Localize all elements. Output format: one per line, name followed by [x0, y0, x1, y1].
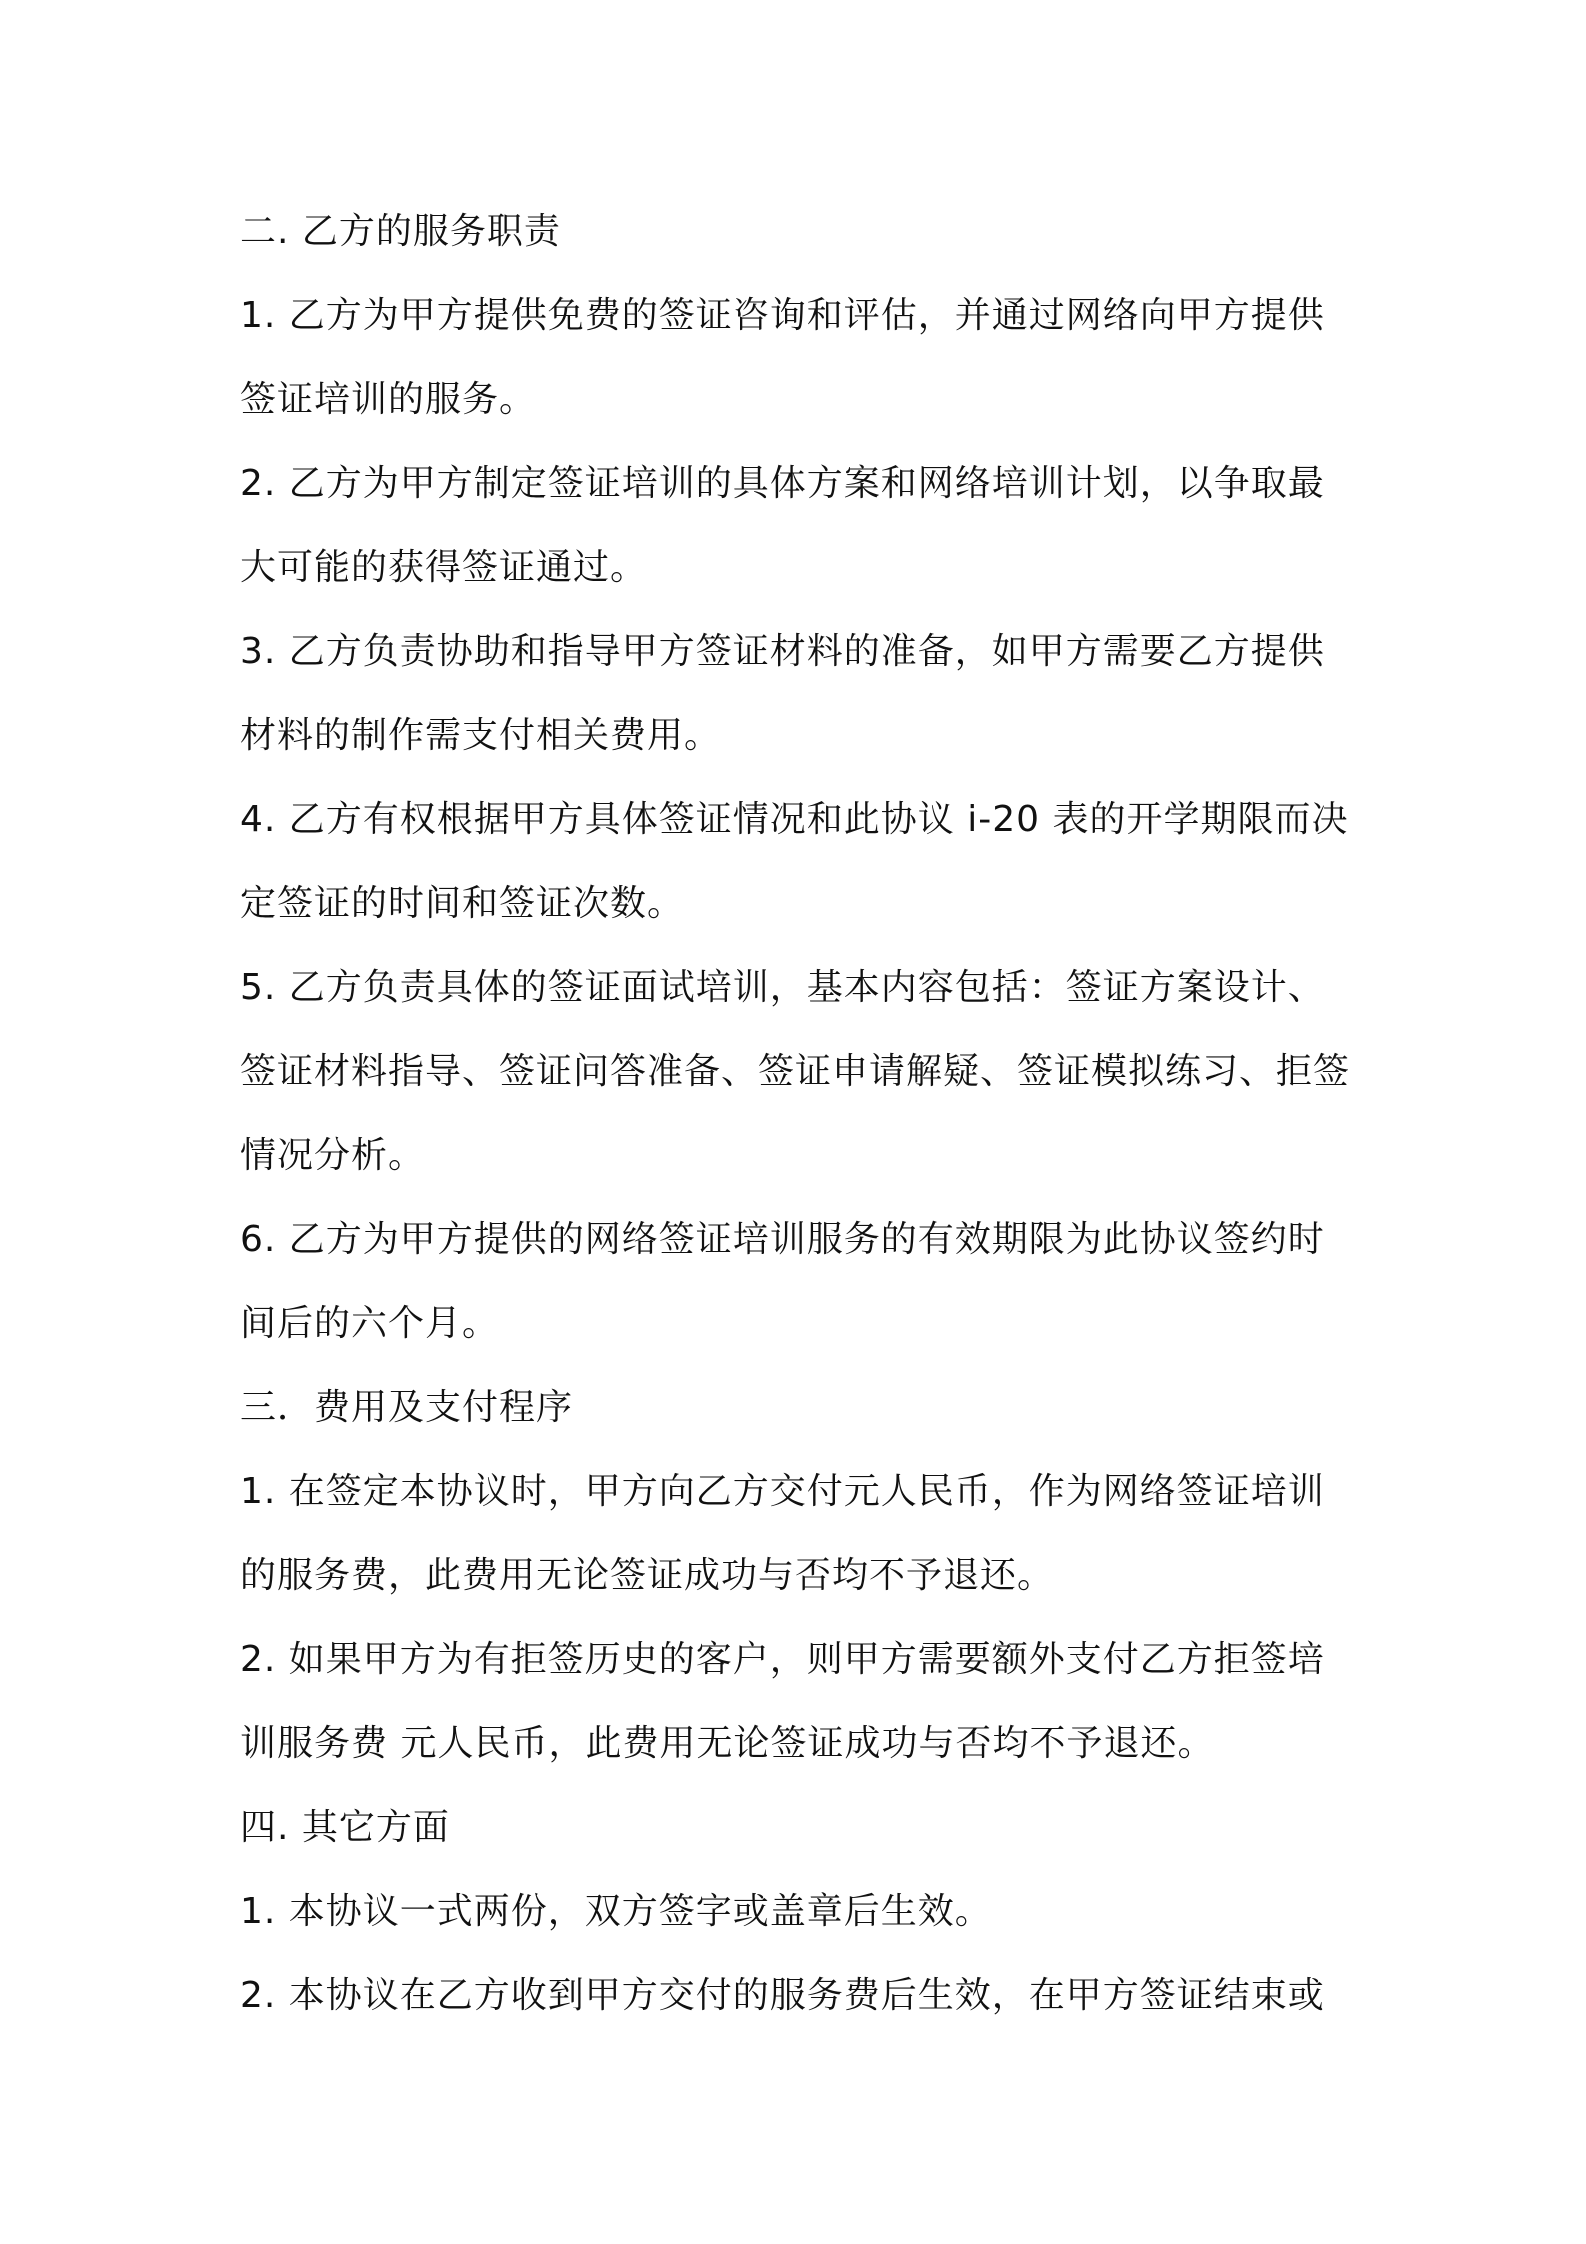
paragraph-line: 训服务费 元人民币，此费用无论签证成功与否均不予退还。 — [240, 1723, 1215, 1764]
section-heading-4: 四. 其它方面 — [240, 1807, 450, 1848]
paragraph-line: 3. 乙方负责协助和指导甲方签证材料的准备，如甲方需要乙方提供 — [240, 631, 1325, 672]
paragraph-line: 情况分析。 — [240, 1135, 426, 1176]
paragraph-line: 大可能的获得签证通过。 — [240, 547, 648, 588]
document-page — [240, 190, 1360, 2038]
section-heading-2: 二. 乙方的服务职责 — [240, 211, 561, 252]
paragraph-line: 签证材料指导、签证问答准备、签证申请解疑、签证模拟练习、拒签 — [240, 1051, 1351, 1092]
paragraph-line: 5. 乙方负责具体的签证面试培训，基本内容包括：签证方案设计、 — [240, 967, 1325, 1008]
paragraph-line: 签证培训的服务。 — [240, 379, 537, 420]
paragraph-line: 材料的制作需支付相关费用。 — [240, 715, 722, 756]
paragraph-line: 2. 乙方为甲方制定签证培训的具体方案和网络培训计划，以争取最 — [240, 463, 1325, 504]
section-heading-3: 三．费用及支付程序 — [240, 1387, 574, 1428]
paragraph-line: 的服务费，此费用无论签证成功与否均不予退还。 — [240, 1555, 1055, 1596]
paragraph-line: 1. 在签定本协议时，甲方向乙方交付元人民币，作为网络签证培训 — [240, 1471, 1325, 1512]
paragraph-line: 2. 如果甲方为有拒签历史的客户，则甲方需要额外支付乙方拒签培 — [240, 1639, 1325, 1680]
paragraph-line: 1. 本协议一式两份，双方签字或盖章后生效。 — [240, 1891, 992, 1932]
paragraph-line: 定签证的时间和签证次数。 — [240, 883, 685, 924]
paragraph-line: 2. 本协议在乙方收到甲方交付的服务费后生效，在甲方签证结束或 — [240, 1975, 1325, 2016]
paragraph-line: 间后的六个月。 — [240, 1303, 500, 1344]
paragraph-line: 4. 乙方有权根据甲方具体签证情况和此协议 i-20 表的开学期限而决 — [240, 799, 1349, 840]
paragraph-line: 6. 乙方为甲方提供的网络签证培训服务的有效期限为此协议签约时 — [240, 1219, 1325, 1260]
paragraph-line: 1. 乙方为甲方提供免费的签证咨询和评估，并通过网络向甲方提供 — [240, 295, 1325, 336]
